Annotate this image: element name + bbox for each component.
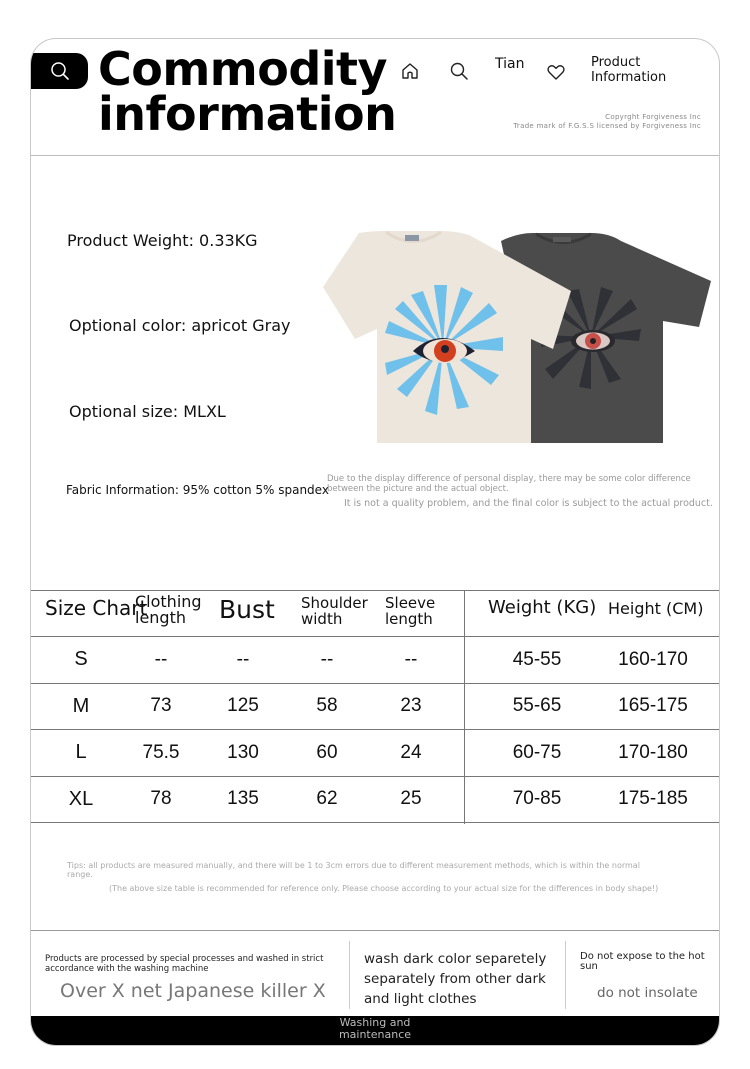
copyright-line-2: Trade mark of F.G.S.S licensed by Forgiveness Inc (513, 122, 701, 130)
cell-bust: 125 (227, 695, 259, 717)
header-sleeve-length: Sleeve length (385, 594, 436, 628)
title-line-2: information (98, 87, 397, 141)
home-icon[interactable] (400, 61, 420, 81)
optional-size: Optional size: MLXL (69, 402, 226, 421)
cell-size: L (75, 741, 87, 764)
washing-maintenance-bar (31, 1016, 719, 1045)
heart-icon[interactable] (546, 62, 566, 82)
cell-length: 78 (150, 788, 172, 810)
nav-user-label[interactable]: Tian (495, 56, 525, 72)
title-line-1: Commodity (98, 42, 387, 96)
color-disclaimer-3: It is not a quality problem, and the final color is subject to the actual product. (344, 498, 713, 509)
header-shoulder-width: Shoulder width (301, 594, 368, 628)
washing-maintenance-label (339, 1016, 411, 1045)
copyright-line-1: Copyrght Forgiveness Inc (605, 113, 701, 121)
color-disclaimer-2: between the picture and the actual object. (327, 484, 509, 494)
cell-length: -- (154, 648, 168, 670)
footer-label-line-2: maintenance (338, 1028, 412, 1041)
header-clothing-length: Clothing length (135, 592, 202, 627)
cell-sleeve: -- (404, 648, 418, 670)
cell-height: 170-180 (618, 741, 688, 763)
nav-product-information[interactable]: Product Information (591, 55, 667, 85)
wash-dark-separately: wash dark color separetely separately from other dark and light clothes (364, 951, 547, 1007)
size-chart-table (31, 590, 720, 823)
washing-column-3 (580, 930, 718, 1018)
cell-sleeve: 23 (400, 695, 422, 717)
search-icon[interactable] (449, 61, 469, 81)
washing-instruction-large: Over X net Japanese killer X (60, 980, 326, 1002)
cell-shoulder: 62 (316, 788, 338, 810)
do-not-insolate: do not insolate (597, 985, 698, 1001)
header-bust: Bust (219, 595, 275, 624)
cell-height: 175-185 (618, 788, 688, 810)
cell-shoulder: -- (320, 648, 334, 670)
product-weight: Product Weight: 0.33KG (67, 231, 258, 250)
optional-color: Optional color: apricot Gray (69, 316, 291, 335)
table-row (31, 637, 720, 684)
size-chart-header-row (31, 591, 720, 637)
commodity-info-card (30, 38, 720, 1046)
size-chart-title: Size Chart (45, 596, 148, 620)
table-column-divider (464, 590, 465, 824)
cell-length: 73 (150, 695, 172, 717)
tshirt-images (291, 229, 716, 449)
header-height: Height (CM) (608, 599, 704, 618)
cell-sleeve: 25 (400, 788, 422, 810)
cell-size: M (72, 694, 90, 717)
washing-process-note: Products are processed by special processes and washed in strict accordance with the washing machine (45, 954, 324, 974)
cell-bust: 130 (227, 741, 259, 763)
color-disclaimer-1: Due to the display difference of personal display, there may be some color difference (327, 474, 691, 484)
cell-sleeve: 24 (400, 741, 422, 763)
cell-weight: 55-65 (512, 695, 562, 717)
copyright-notice (513, 113, 701, 131)
cell-length: 75.5 (142, 741, 180, 763)
washing-divider-1 (349, 941, 350, 1009)
tips-line-1: Tips: all products are measured manually, and there will be 1 to 3cm errors due to different measurement methods, which is within the normal (67, 861, 640, 870)
cell-weight: 60-75 (512, 741, 562, 763)
washing-column-2 (364, 930, 559, 1018)
table-row (31, 684, 720, 731)
measurement-tips (67, 861, 687, 879)
size-table-note: (The above size table is recommended for reference only. Please choose according to your actual size for the differences in body shape!) (109, 884, 659, 893)
washing-divider-2 (565, 941, 566, 1009)
footer-label-line-1: Washing and (339, 1016, 411, 1029)
cell-weight: 45-55 (512, 648, 562, 670)
cell-height: 165-175 (618, 695, 688, 717)
cell-size: XL (68, 787, 94, 810)
tips-line-2: range. (67, 870, 93, 879)
header-weight: Weight (KG) (488, 597, 597, 618)
table-row (31, 730, 720, 777)
cell-size: S (74, 648, 88, 671)
washing-column-1 (45, 930, 345, 1018)
cell-height: 160-170 (618, 648, 688, 670)
sun-warning: Do not expose to the hot sun (580, 951, 705, 972)
cell-shoulder: 58 (316, 695, 338, 717)
cell-bust: 135 (227, 788, 259, 810)
header-divider (31, 155, 719, 156)
product-image (291, 229, 716, 449)
fabric-information: Fabric Information: 95% cotton 5% spandex (66, 483, 329, 497)
cell-weight: 70-85 (512, 788, 562, 810)
cell-bust: -- (236, 648, 250, 670)
top-nav (31, 39, 719, 99)
table-row (31, 777, 720, 824)
cell-shoulder: 60 (316, 741, 338, 763)
